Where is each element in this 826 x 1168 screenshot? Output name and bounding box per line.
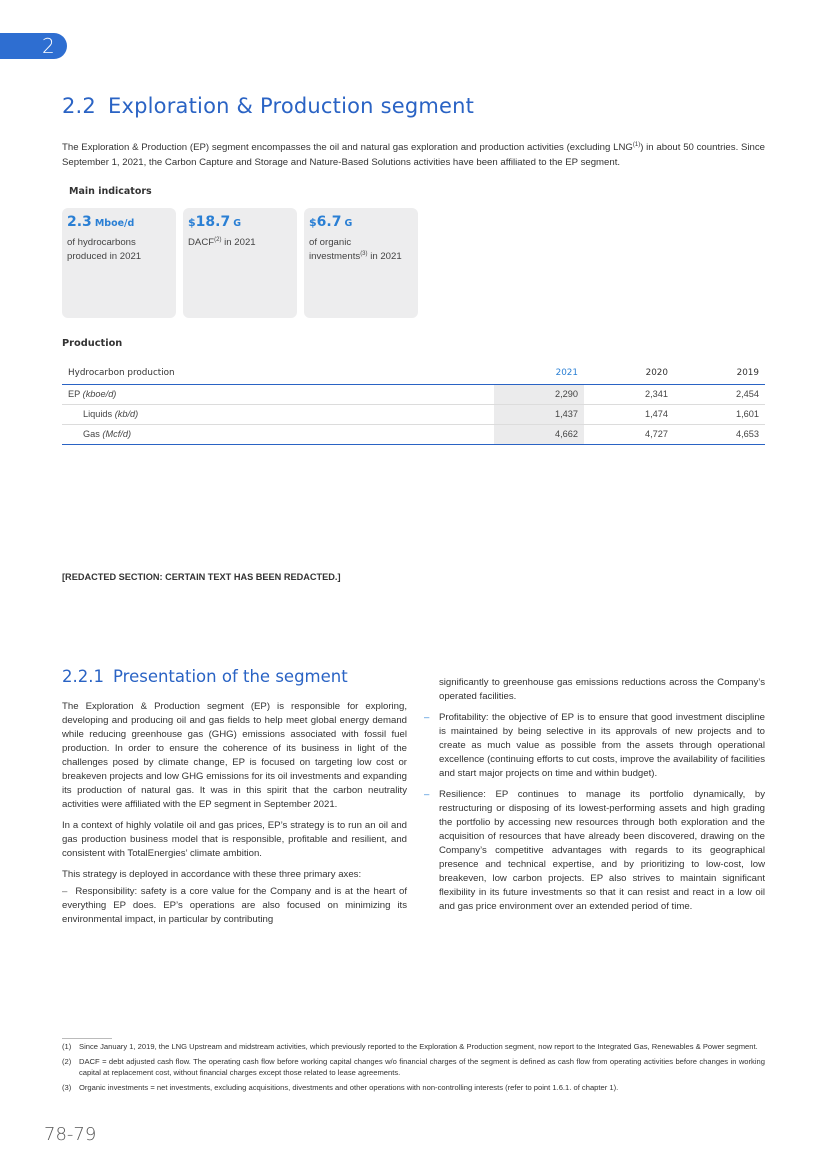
bullet-responsibility [62, 885, 407, 927]
row-name: Liquids [83, 409, 113, 419]
bullet-text: Resilience: EP continues to manage its portfolio dynamically, by restructuring or disposing of its lowest-performing assets and high grading the portfolio by accessing new resources through both exploration and the acquisition of resources that have already been discovered, drawing on the Company’s competitive advantages with regards to its geographical presence and technical expertise, and by prioritizing to low-cost, low breakeven, low carbon projects. EP also strives to maintain significant flexibility in its future investments so that it can resist and react in a low oil and gas price environment over an extended period of time. [439, 789, 765, 912]
kpi-desc-line: in 2021 [367, 251, 402, 262]
column-header: 2021 [494, 362, 584, 384]
table-row [62, 384, 765, 404]
body-paragraph: In a context of highly volatile oil and gas prices, EP’s strategy is to run an oil and gas production business model that is responsible, profitable and resilient, and consistent with TotalEnergies’ climate ambition. [62, 820, 407, 859]
bullet-responsibility-cont [420, 676, 765, 704]
intro-text-2: ) in about 50 countries. Since September 1, 2021, the Carbon Capture and Storage and Nature-Based Solutions activities have been affiliated to the EP segment. [62, 142, 766, 168]
footnote-mark: (3) [62, 1082, 72, 1092]
row-label [62, 384, 494, 404]
bullet-text: Responsibility: safety is a core value for the Company and is at the heart of everything EP does. EP’s operations are also focused on minimizing its environmental impact, in particular by contributing [62, 886, 407, 925]
table-cell: 4,662 [494, 424, 584, 444]
bullet-profitability [420, 711, 765, 781]
table-row [62, 424, 765, 444]
footnote-ref-1: (1) [632, 141, 641, 148]
bullet-text: Profitability: the objective of EP is to ensure that good investment discipline is maintained by being selective in its approvals of new projects and to create as much value as possible from the assets through operational excellence (continuing efforts to cut costs, improve the availability of facilities and start major projects on time and within budget). [439, 712, 765, 779]
redacted-notice: [REDACTED SECTION: CERTAIN TEXT HAS BEEN REDACTED.] [62, 572, 341, 582]
section-number: 2.2 [62, 94, 96, 118]
row-unit: (kboe/d) [82, 389, 117, 399]
footnote-text: DACF = debt adjusted cash flow. The operating cash flow before working capital changes w/o financial charges of the segment is defined as cash flow from operating activities before changes in working capital at replacement cost, without financial charges except those related to lease agreements. [79, 1056, 765, 1077]
kpi-unit: G [233, 218, 242, 229]
bullet-dash: – [62, 886, 68, 897]
table-cell: 1,601 [674, 404, 765, 424]
table-cell: 2,341 [584, 384, 674, 404]
kpi-unit: Mboe/d [94, 218, 135, 229]
footnotes [62, 1041, 765, 1096]
footnote [62, 1082, 765, 1094]
kpi-desc-line: DACF [188, 237, 215, 248]
row-name: EP [68, 389, 81, 399]
page-number: 78-79 [44, 1124, 97, 1145]
body-paragraph: The Exploration & Production segment (EP) is responsible for exploring, developing and producing oil and gas fields to help meet global energy demand while reducing greenhouse gas (GHG) emissions associated with fossil fuel production. In order to ensure the coherence of its business in light of the challenges posed by climate change, EP is focused on targeting low cost or breakeven projects and low GHG emissions for its oil investments and expanding its production of natural gas. It was in this spirit that the carbon neutrality activities were affiliated with the EP segment in September 2021. [62, 701, 407, 810]
table-cell: 1,437 [494, 404, 584, 424]
table-cell: 4,727 [584, 424, 674, 444]
table-cell: 2,290 [494, 384, 584, 404]
row-label [62, 404, 494, 424]
table-cell: 1,474 [584, 404, 674, 424]
intro-text-1: The Exploration & Production (EP) segment encompasses the oil and natural gas exploration and production activities (excluding LNG [62, 142, 633, 153]
kpi-number: 2.3 [67, 214, 92, 230]
table-cell: 4,653 [674, 424, 765, 444]
body-paragraph: This strategy is deployed in accordance with these three primary axes: [62, 869, 362, 880]
footnote [62, 1056, 765, 1079]
kpi-currency: $ [309, 216, 317, 229]
footnote-mark: (2) [62, 1056, 72, 1066]
kpi-value [309, 214, 413, 230]
bullet-text: significantly to greenhouse gas emissions reductions across the Company’s operated facilities. [439, 677, 765, 702]
subsection-title-text: Presentation of the segment [112, 667, 348, 686]
footnote-divider [62, 1038, 112, 1039]
row-name: Gas [83, 429, 100, 439]
kpi-value [67, 214, 171, 230]
footnote-text: Organic investments = net investments, excluding acquisitions, divestments and other operations with non-controlling interests (refer to point 1.6.1. of chapter 1). [79, 1082, 619, 1092]
kpi-currency: $ [188, 216, 196, 229]
footnote-ref-2: (2) [214, 236, 222, 243]
kpi-number: 6.7 [316, 214, 342, 230]
kpi-unit: G [344, 218, 353, 229]
chapter-number: 2 [42, 34, 55, 58]
kpi-card-dacf [183, 208, 297, 318]
production-label: Production [62, 338, 123, 349]
table-cell: 2,454 [674, 384, 765, 404]
kpi-value [188, 214, 292, 230]
intro-paragraph [62, 140, 765, 170]
column-header: 2020 [584, 362, 674, 384]
section-title-text: Exploration & Production segment [108, 94, 475, 118]
footnote-ref-3: (3) [360, 250, 368, 257]
table-row [62, 404, 765, 424]
production-table [62, 362, 765, 445]
footnote-mark: (1) [62, 1042, 72, 1051]
body-column-right [420, 676, 765, 921]
body-column-left [62, 700, 407, 934]
kpi-desc-line: of organic [309, 237, 352, 248]
row-label [62, 424, 494, 444]
column-header: 2019 [674, 362, 765, 384]
kpi-card-investments [304, 208, 418, 318]
chapter-tab [0, 33, 67, 59]
subsection-number: 2.2.1 [62, 667, 104, 686]
main-indicators-label: Main indicators [69, 186, 152, 197]
kpi-card-production [62, 208, 176, 318]
section-title [62, 94, 474, 118]
kpi-description [309, 236, 413, 264]
kpi-desc-line: in 2021 [221, 237, 256, 248]
footnote [62, 1041, 765, 1053]
row-unit: (kb/d) [114, 409, 139, 419]
kpi-number: 18.7 [195, 214, 231, 230]
row-unit: (Mcf/d) [102, 429, 132, 439]
footnote-text: Since January 1, 2019, the LNG Upstream and midstream activities, which previously reported to the Exploration & Production segment, now report to the Integrated Gas, Renewables & Power segment. [79, 1042, 758, 1051]
kpi-desc-line: of hydrocarbons [67, 237, 136, 248]
kpi-description [67, 236, 171, 264]
bullet-resilience [420, 788, 765, 914]
kpi-desc-line: investments [309, 251, 361, 262]
bullet-dash: – [424, 712, 430, 723]
kpi-desc-line: produced in 2021 [67, 251, 142, 262]
bullet-dash: – [424, 789, 430, 800]
subsection-title [62, 667, 348, 686]
table-header-row [62, 362, 765, 384]
kpi-description [188, 236, 292, 250]
column-header: Hydrocarbon production [62, 362, 494, 384]
